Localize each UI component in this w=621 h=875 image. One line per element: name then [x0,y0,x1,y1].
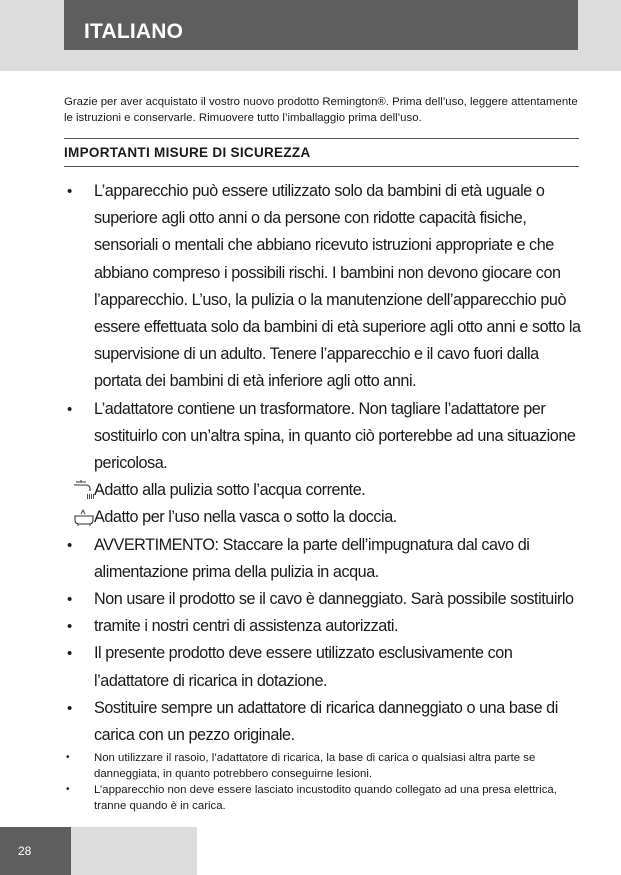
heading-bottom-rule [64,166,579,167]
small-list-item [64,782,584,814]
heading-top-rule [64,138,579,139]
small-safety-list [64,750,584,814]
section-heading: IMPORTANTI MISURE DI SICUREZZA [64,145,311,160]
bullet: • [67,699,72,717]
bullet: • [67,591,72,609]
list-item-text: Non usare il prodotto se il cavo è danneggiato. Sarà possibile sostituirlo [94,590,574,609]
list-item [64,477,584,504]
small-list-item-text: L’apparecchio non deve essere lasciato incustodito quando collegato ad una presa elettrica, tranne quando è in carica. [94,784,557,812]
bullet: • [67,645,72,663]
small-list-item-text: Non utilizzare il rasoio, l’adattatore di ricarica, la base di carica o qualsiasi altra parte se danneggiata, in quanto potrebbero conseguirne lesioni. [94,752,536,780]
bullet: • [66,752,70,763]
list-item-text: L’adattatore contiene un trasformatore. Non tagliare l’adattatore per sostituirlo con un’altra spina, in quanto ciò porterebbe ad una situazione pericolosa. [94,399,576,473]
list-item-text: AVVERTIMENTO: Staccare la parte dell’impugnatura dal cavo di alimentazione prima della pulizia in acqua. [94,535,530,581]
list-item [64,695,584,749]
list-item [64,586,584,613]
bullet: • [67,536,72,554]
language-title: ITALIANO [84,20,184,43]
list-item [64,532,584,586]
safety-list [64,178,584,749]
list-item [64,504,584,531]
bullet: • [67,183,72,200]
list-item-text: Adatto alla pulizia sotto l’acqua corrente. [94,481,366,500]
intro-paragraph: Grazie per aver acquistato il vostro nuovo prodotto Remington®. Prima dell’uso, leggere attentamente le istruzioni e conservarle. Rimuovere tutto l’imballaggio prima dell’uso. [64,96,578,124]
page-number: 28 [18,844,32,858]
list-item-text: tramite i nostri centri di assistenza autorizzati. [94,617,399,636]
list-item-text: L’apparecchio può essere utilizzato solo da bambini di età uguale o superiore agli otto anni o da persone con ridotte capacità fisiche, sensoriali o mentali che abbiano ricevuto istruzioni appropriate e che abbiano compreso i possibili rischi. I bambini non devono giocare con l’apparecchio. L’uso, la pulizia o la manutenzione dell’apparecchio può essere effettuata solo da bambini di età superiore agli otto anni e sotto la supervisione di un adulto. Tenere l’apparecchio e il cavo fuori dalla portata dei bambini di età inferiore agli otto anni. [94,182,581,391]
bullet: • [66,784,70,795]
small-list-item [64,750,584,782]
list-item-text: Sostituire sempre un adattatore di ricarica danneggiato o una base di carica con un pezzo originale. [94,698,558,745]
list-item [64,613,584,640]
list-item [64,178,584,396]
page-number-box [0,827,71,875]
bullet: • [67,618,72,636]
footer-band [71,827,197,875]
list-item [64,640,584,694]
list-item [64,396,584,478]
list-item-text: Il presente prodotto deve essere utilizzato esclusivamente con l’adattatore di ricarica in dotazione. [94,644,513,690]
list-item-text: Adatto per l’uso nella vasca o sotto la doccia. [94,508,397,527]
bullet: • [67,400,72,418]
